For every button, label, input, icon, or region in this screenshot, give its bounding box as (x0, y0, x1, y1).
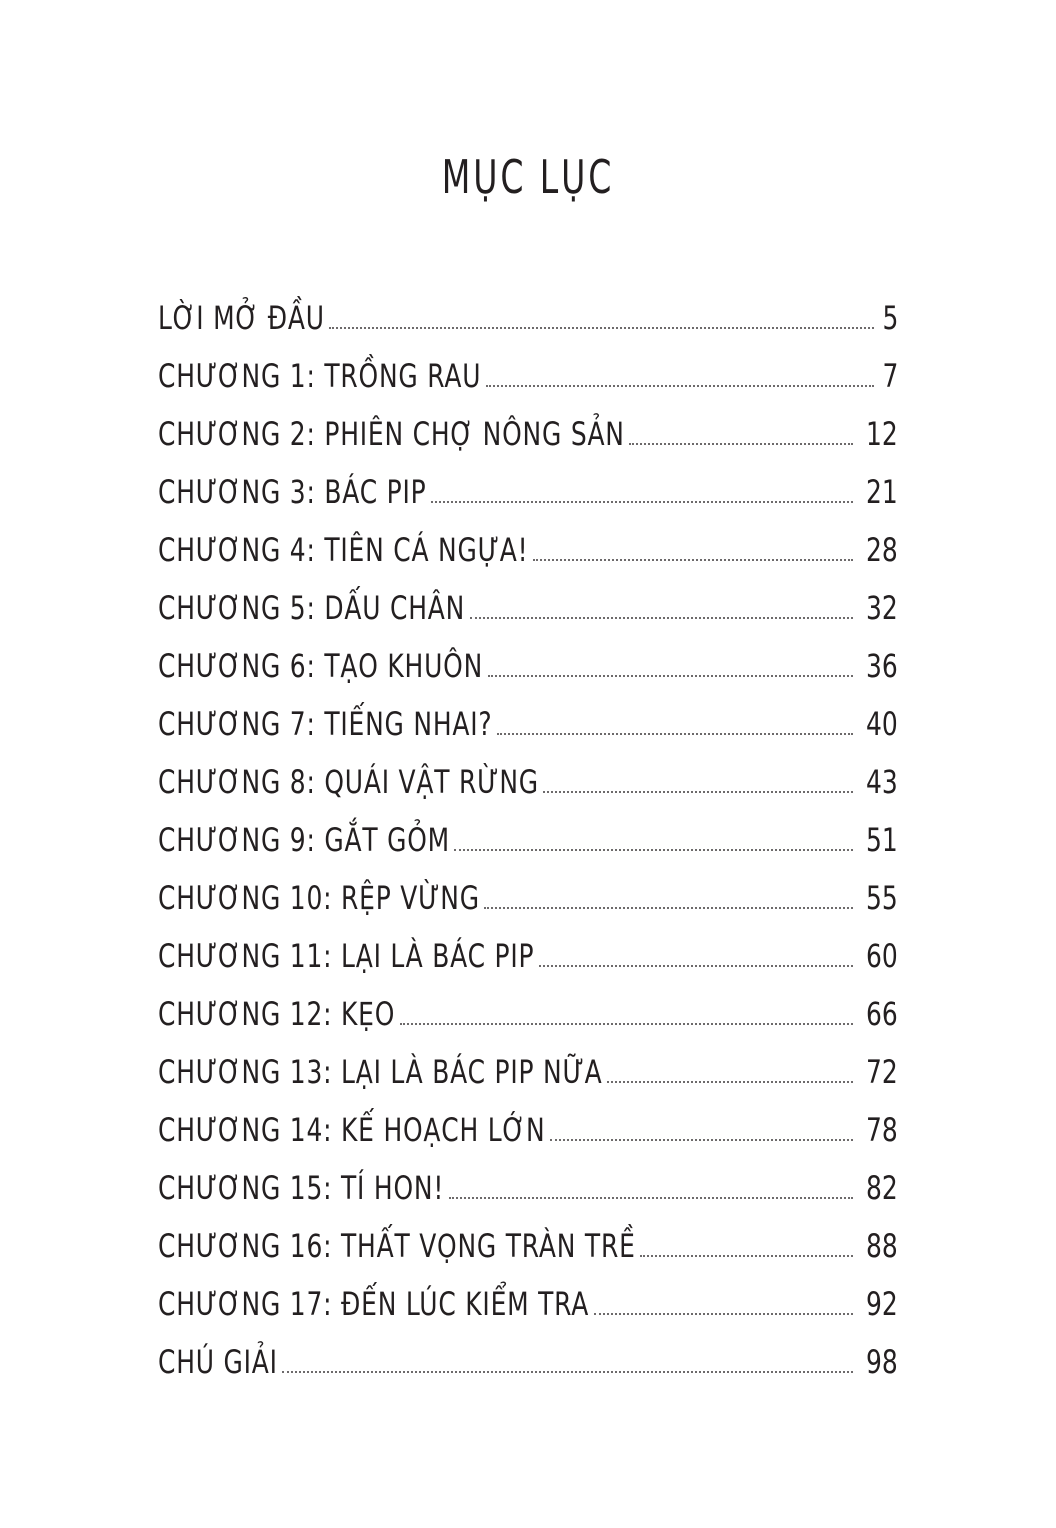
dot-leader (470, 617, 853, 619)
toc-entry-page: 5 (882, 299, 898, 337)
toc-entry-label: CHƯƠNG 5: DẤU CHÂN (158, 589, 466, 627)
toc-entry-page: 40 (866, 705, 898, 743)
toc-entry-label: CHƯƠNG 13: LẠI LÀ BÁC PIP NỮA (158, 1053, 603, 1091)
toc-entry-label: LỜI MỞ ĐẦU (158, 299, 325, 337)
toc-entry-label: CHƯƠNG 15: TÍ HON! (158, 1169, 445, 1207)
toc-entry-label: CHƯƠNG 11: LẠI LÀ BÁC PIP (158, 937, 535, 975)
dot-leader (454, 849, 853, 851)
toc-entry-page: 21 (866, 473, 898, 511)
toc-entry-page: 36 (866, 647, 898, 685)
toc-entry-chapter-4[interactable] (158, 512, 898, 570)
dot-leader (282, 1371, 853, 1373)
toc-entry-label: CHƯƠNG 10: RỆP VỪNG (158, 879, 480, 917)
toc-entry-chapter-7[interactable] (158, 686, 898, 744)
toc-entry-page: 60 (866, 937, 898, 975)
toc-entry-glossary[interactable] (158, 1324, 898, 1382)
toc-entry-label: CHƯƠNG 6: TẠO KHUÔN (158, 647, 484, 685)
toc-entry-page: 78 (866, 1111, 898, 1149)
toc-entry-chapter-14[interactable] (158, 1092, 898, 1150)
toc-entry-label: CHƯƠNG 17: ĐẾN LÚC KIỂM TRA (158, 1285, 590, 1323)
table-of-contents (158, 280, 898, 1382)
toc-entry-page: 43 (866, 763, 898, 801)
toc-entry-label: CHƯƠNG 8: QUÁI VẬT RỪNG (158, 763, 539, 801)
toc-entry-page: 66 (866, 995, 898, 1033)
toc-entry-label: CHÚ GIẢI (158, 1343, 278, 1381)
dot-leader (533, 559, 853, 561)
toc-entry-chapter-2[interactable] (158, 396, 898, 454)
dot-leader (607, 1081, 853, 1083)
toc-entry-chapter-12[interactable] (158, 976, 898, 1034)
toc-entry-label: CHƯƠNG 16: THẤT VỌNG TRÀN TRỀ (158, 1227, 636, 1265)
toc-entry-label: CHƯƠNG 3: BÁC PIP (158, 473, 427, 511)
toc-entry-chapter-17[interactable] (158, 1266, 898, 1324)
toc-entry-page: 32 (866, 589, 898, 627)
toc-entry-chapter-13[interactable] (158, 1034, 898, 1092)
toc-entry-page: 98 (866, 1343, 898, 1381)
dot-leader (629, 443, 853, 445)
toc-entry-label: CHƯƠNG 1: TRỒNG RAU (158, 357, 482, 395)
toc-entry-page: 72 (866, 1053, 898, 1091)
toc-entry-chapter-8[interactable] (158, 744, 898, 802)
toc-entry-chapter-3[interactable] (158, 454, 898, 512)
toc-entry-chapter-11[interactable] (158, 918, 898, 976)
dot-leader (550, 1139, 853, 1141)
dot-leader (486, 385, 874, 387)
toc-entry-page: 28 (866, 531, 898, 569)
dot-leader (539, 965, 853, 967)
toc-entry-page: 12 (866, 415, 898, 453)
toc-entry-chapter-15[interactable] (158, 1150, 898, 1208)
toc-entry-page: 51 (866, 821, 898, 859)
toc-entry-label: CHƯƠNG 12: KẸO (158, 995, 396, 1033)
toc-entry-page: 88 (866, 1227, 898, 1265)
toc-entry-page: 7 (882, 357, 898, 395)
toc-entry-label: CHƯƠNG 2: PHIÊN CHỢ NÔNG SẢN (158, 415, 625, 453)
toc-entry-chapter-9[interactable] (158, 802, 898, 860)
toc-entry-label: CHƯƠNG 4: TIÊN CÁ NGỰA! (158, 531, 529, 569)
dot-leader (449, 1197, 853, 1199)
page-title: MỤC LỤC (441, 150, 615, 204)
toc-entry-label: CHƯƠNG 14: KẾ HOẠCH LỚN (158, 1111, 546, 1149)
toc-entry-chapter-6[interactable] (158, 628, 898, 686)
toc-entry-chapter-1[interactable] (158, 338, 898, 396)
toc-entry-preface[interactable] (158, 280, 898, 338)
toc-entry-page: 92 (866, 1285, 898, 1323)
dot-leader (497, 733, 853, 735)
toc-entry-page: 82 (866, 1169, 898, 1207)
dot-leader (484, 907, 853, 909)
dot-leader (400, 1023, 853, 1025)
toc-entry-chapter-5[interactable] (158, 570, 898, 628)
toc-entry-label: CHƯƠNG 7: TIẾNG NHAI? (158, 705, 493, 743)
dot-leader (594, 1313, 853, 1315)
dot-leader (640, 1255, 853, 1257)
toc-entry-page: 55 (866, 879, 898, 917)
toc-entry-chapter-16[interactable] (158, 1208, 898, 1266)
toc-entry-chapter-10[interactable] (158, 860, 898, 918)
dot-leader (329, 327, 874, 329)
dot-leader (431, 501, 853, 503)
toc-entry-label: CHƯƠNG 9: GẮT GỎM (158, 821, 450, 859)
dot-leader (543, 791, 853, 793)
dot-leader (488, 675, 853, 677)
